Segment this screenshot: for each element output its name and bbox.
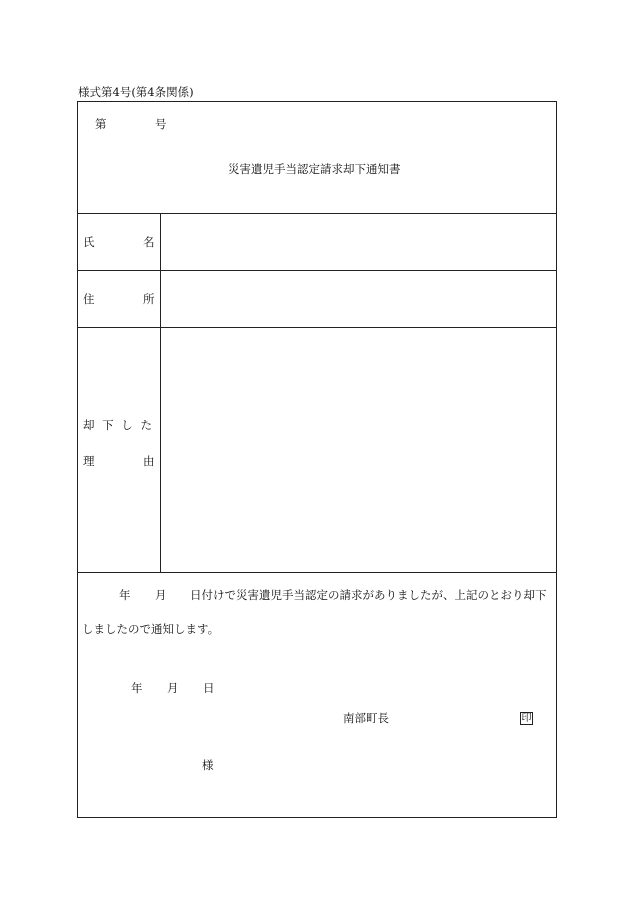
address-label-char1: 住 (83, 292, 95, 306)
reason-field[interactable] (165, 331, 550, 568)
divider-name (77, 270, 557, 271)
name-field[interactable] (165, 217, 550, 267)
label-column-divider (160, 213, 161, 572)
reason-label-char2: 由 (143, 454, 155, 468)
document-title: 災害遺児手当認定請求却下通知書 (228, 162, 401, 176)
divider-address (77, 327, 557, 328)
body-year-label: 年 (119, 588, 131, 602)
address-field[interactable] (165, 274, 550, 324)
address-label-char2: 所 (143, 292, 155, 306)
issue-date-month: 月 (167, 681, 179, 695)
form-number-header: 様式第4号(第4条関係) (78, 85, 194, 99)
issuer-name: 南部町長 (343, 711, 389, 725)
seal-mark: 印 (521, 713, 532, 724)
addressee-suffix: 様 (202, 758, 214, 772)
name-label-char1: 氏 (83, 235, 95, 249)
divider-title (77, 213, 557, 214)
divider-reason (77, 572, 557, 573)
reason-label-char1: 理 (83, 454, 95, 468)
body-month-label: 月 (155, 588, 167, 602)
reason-label-line1: 却 下 し た (83, 418, 154, 432)
number-dai: 第 (95, 117, 107, 131)
body-text-line2: しましたので通知します。 (82, 622, 220, 636)
issue-date-day: 日 (203, 681, 215, 695)
number-go: 号 (155, 117, 167, 131)
body-text-line1: 日付けで災害遺児手当認定の請求がありましたが、上記のとおり却下 (190, 588, 547, 602)
name-label-char2: 名 (143, 235, 155, 249)
issue-date-year: 年 (131, 681, 143, 695)
